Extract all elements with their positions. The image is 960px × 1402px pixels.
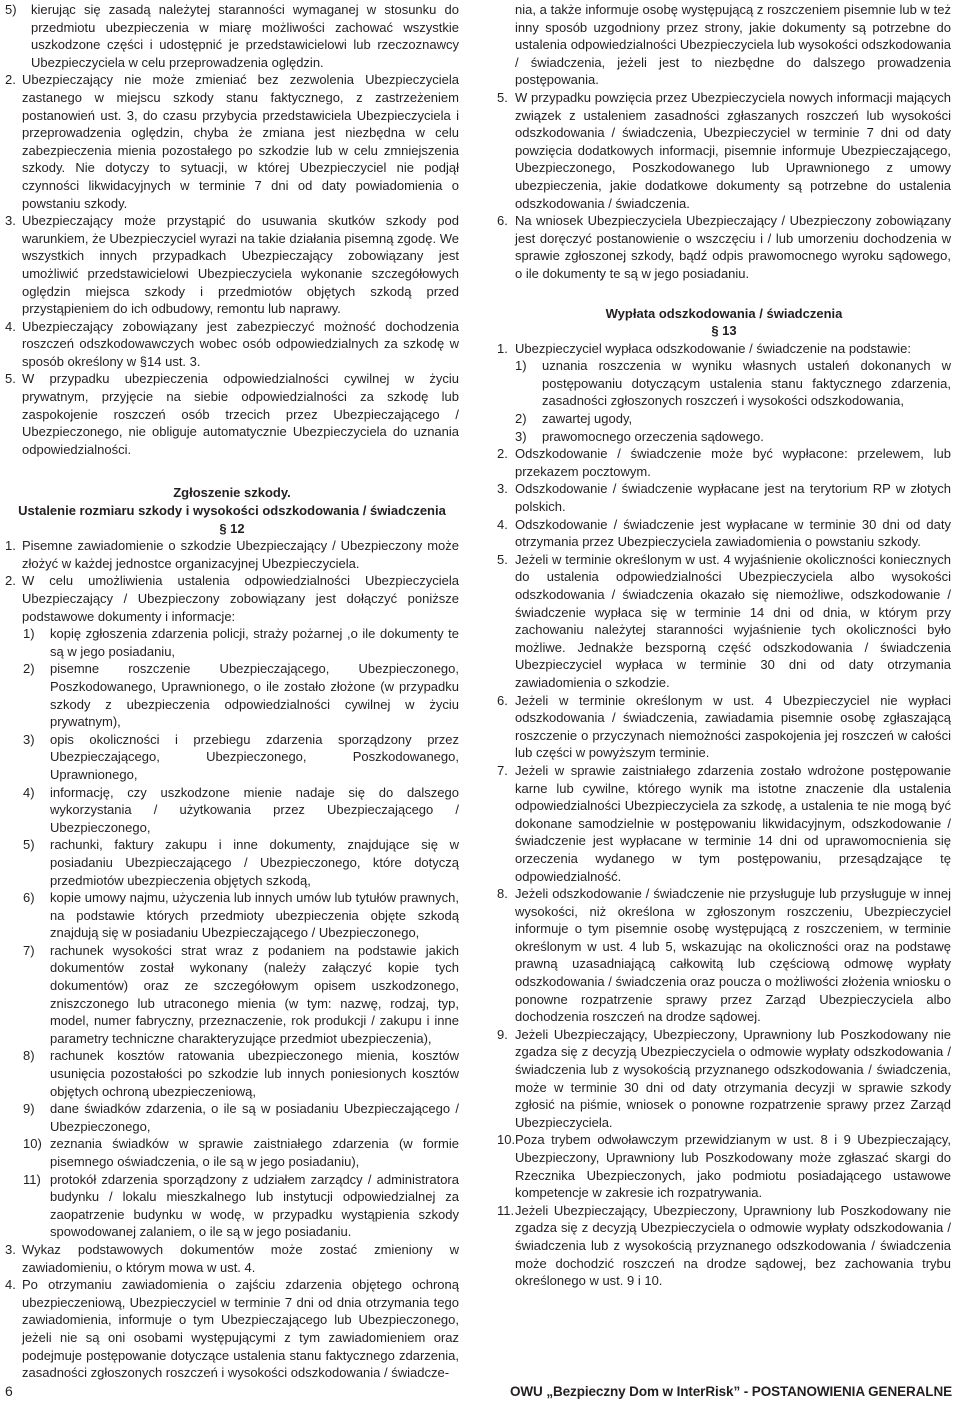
item-text: Jeżeli Ubezpieczający, Ubezpieczony, Uprawniony lub Poszkodowany nie zgadza się z decyzją Ubezpieczyciela o odmowie wypłaty odszkodowania / świadczenia lub z wysokością przyznanego odszkodowania / świadczenia może dochodzić roszczeń na drodze sądowej, bez zachowania trybu określonego w ust. 9 i 10. bbox=[515, 1202, 951, 1289]
list-text: rachunek kosztów ratowania ubezpieczonego mienia, kosztów usunięcia pozostałości po szkodzie lub innych poniesionych kosztów objętych ochroną ubezpieczeniową, bbox=[50, 1048, 459, 1099]
list-item bbox=[23, 625, 459, 660]
item-number: 9. bbox=[497, 1026, 508, 1042]
list-number: 8) bbox=[23, 1048, 35, 1064]
list-number: 11) bbox=[23, 1171, 41, 1187]
list-number: 3) bbox=[23, 731, 35, 747]
item-number: 2. bbox=[497, 446, 508, 462]
item-2 bbox=[5, 572, 459, 625]
list-item bbox=[23, 1135, 459, 1170]
paragraph-2 bbox=[5, 71, 459, 212]
list-number: 6) bbox=[23, 890, 35, 906]
item bbox=[497, 480, 951, 515]
list-item bbox=[23, 836, 459, 889]
list-item bbox=[23, 784, 459, 837]
item-number: 4. bbox=[497, 516, 508, 532]
item-text: Jeżeli w terminie określonym w ust. 4 wyjaśnienie okoliczności koniecznych do ustalenia odpowiedzialności Ubezpieczyciela albo wysokości odszkodowania / świadczenia okazało się niemożliwe, odszkodowanie / świadczenie wypłaca się w terminie 14 dni od dnia, w którym przy zachowaniu należytej staranności wyjaśnienie tych okoliczności było możliwe. Jednakże bezsporną część odszkodowania / świadczenia Ubezpieczyciel wypłaca w terminie 30 dni od daty otrzymania zawiadomienia o szkodzie. bbox=[515, 551, 951, 690]
item-text: Jeżeli w terminie określonym w ust. 4 Ubezpieczyciel nie wypłaci odszkodowania / świadczenia, zawiadamia pisemnie osobę zgłaszającą roszczenie o przyczynach niemożności zaspokojenia jej roszczeń w całości lub części w powyższym terminie. bbox=[515, 692, 951, 761]
item-text: Jeżeli Ubezpieczający, Ubezpieczony, Uprawniony lub Poszkodowany nie zgadza się z decyzją Ubezpieczyciela o odmowie wypłaty odszkodowania / świadczenia lub z wysokością przyznanego odszkodowania / świadczenia, może w terminie 30 dni od daty otrzymania decyzji w sprawie szkody zgłosić na piśmie, wniosek o ponowne rozpatrzenie sprawy przez Zarząd Ubezpieczyciela. bbox=[515, 1026, 951, 1130]
list-text: zawartej ugody, bbox=[542, 411, 633, 427]
item-number: 8. bbox=[497, 886, 508, 902]
paragraph-text: W przypadku ubezpieczenia odpowiedzialności cywilnej w życiu prywatnym, przyjęcie na siebie odpowiedzialności za szkodę lub zaspokojenie roszczeń osób trzecich przez Ubezpieczającego / Ubezpieczonego, nie obliguje automatycznie Ubezpieczyciela do uznania odpowiedzialności. bbox=[22, 371, 459, 457]
list-item bbox=[515, 410, 951, 428]
list-item bbox=[23, 942, 459, 1048]
item-text: Wykaz podstawowych dokumentów może zostać zmieniony w zawiadomieniu, o którym mowa w ust. 4. bbox=[22, 1241, 459, 1275]
item-text: Odszkodowanie / świadczenie wypłacane jest na terytorium RP w złotych polskich. bbox=[515, 481, 951, 515]
item-text: Jeżeli odszkodowanie / świadczenie nie przysługuje lub przysługuje w innej wysokości, niż określona w zgłoszonym roszczeniu, Ubezpieczyciel informuje o tym pisemnie osobę występującą z roszczeniem, w terminie określonym w ust. 4 lub 5, wskazując na okoliczności oraz na podstawę prawną uzasadniającą całkowitą lub częściową odmowę wypłaty odszkodowania / świadczenia oraz poucza o możliwości złożenia wniosku o ponowne rozpatrzenie sprawy przez Zarząd Ubezpieczyciela albo dochodzenia roszczeń na drodze sądowej. bbox=[515, 886, 951, 1025]
list-item bbox=[23, 1100, 459, 1135]
item-text: Pisemne zawiadomienie o szkodzie Ubezpieczający / Ubezpieczony może złożyć w każdej jednostce organizacyjnej Ubezpieczyciela. bbox=[22, 538, 459, 571]
section-heading: Wypłata odszkodowania / świadczenia bbox=[605, 305, 843, 321]
item-4 bbox=[5, 1276, 459, 1382]
list-text: prawomocnego orzeczenia sądowego. bbox=[542, 428, 764, 444]
list-number: 1) bbox=[515, 358, 527, 374]
item-text: Poza trybem odwoławczym przewidzianym w ust. 8 i 9 Ubezpieczający, Ubezpieczony, Uprawniony lub Poszkodowany może zgłaszać skargi do Rzecznika Ubezpieczonych, jako podmiotu posiadającego ustawowe kompetencje w zakresie ich rozpatrywania. bbox=[515, 1132, 951, 1201]
list-item bbox=[23, 660, 459, 730]
item-number: 1. bbox=[5, 538, 16, 554]
list-item bbox=[23, 889, 459, 942]
item-number: 5. bbox=[497, 551, 508, 567]
item-number: 10. bbox=[497, 1132, 516, 1148]
item bbox=[497, 885, 951, 1026]
item bbox=[497, 551, 951, 692]
list-text: kopię zgłoszenia zdarzenia policji, straży pożarnej ,o ile dokumenty te są w jego posiadaniu, bbox=[50, 626, 459, 659]
left-column bbox=[5, 0, 459, 1382]
list-text: kierując się zasadą należytej staranności wymaganej w stosunku do przedmiotu ubezpieczenia w miarę możliwości zachować wszystkie uszkodzone części i udostępnić je przedstawicielowi lub rzeczoznawcy Ubezpieczyciela w celu przeprowadzenia oględzin. bbox=[31, 2, 459, 70]
list-text: informację, czy uszkodzone mienie nadaje się do dalszego wykorzystania / użytkowania przez Ubezpieczającego / Ubezpieczonego, bbox=[50, 784, 459, 835]
item-text: Ubezpieczyciel wypłaca odszkodowanie / świadczenie na podstawie: bbox=[515, 340, 911, 356]
paragraph-number: 5. bbox=[5, 371, 16, 387]
item-number: 4. bbox=[5, 1277, 16, 1293]
paragraph-text: Ubezpieczający może przystąpić do usuwania skutków szkody pod warunkiem, że Ubezpieczyciel wyrazi na takie działania pisemną zgodę. We wszystkich innych przypadkach Ubezpieczający zobowiązany jest umożliwić przedstawicielowi Ubezpieczyciela wykonanie szczegółowych oględzin miejsca szkody i przedmiotów objętych szkodą przed przystąpieniem do ich odbudowy, remontu lub naprawy. bbox=[22, 213, 459, 317]
continued-text bbox=[497, 1, 951, 89]
list-number: 2) bbox=[23, 661, 35, 677]
paragraph-text: Ubezpieczający zobowiązany jest zabezpieczyć możność dochodzenia roszczeń odszkodowawczych wobec osób odpowiedzialnych za szkodę w sposób określony w §14 ust. 3. bbox=[22, 318, 459, 369]
item bbox=[497, 692, 951, 762]
list-text: rachunki, faktury zakupu i inne dokumenty, znajdujące się w posiadaniu Ubezpieczającego / Ubezpieczonego, które dotyczą przedmiotów ubezpieczenia objętych szkodą, bbox=[50, 837, 459, 888]
list-item bbox=[515, 357, 951, 410]
list-item bbox=[23, 1171, 459, 1241]
paragraph-number: 5. bbox=[497, 89, 508, 105]
paragraph-number: 2. bbox=[5, 72, 16, 88]
paragraph-text: W przypadku powzięcia przez Ubezpieczyciela nowych informacji mających związek z ustaleniem zasadności zgłaszanych roszczeń lub wysokości odszkodowania / świadczenia, Ubezpieczyciel w terminie 7 dni od daty powzięcia dodatkowych informacji, pisemnie informuje Ubezpieczającego, Ubezpieczonego, Poszkodowanego lub Uprawnionego z umowy ubezpieczenia, jakie dodatkowe dokumenty są potrzebne do ustalenia odszkodowania / świadczenia. bbox=[515, 89, 951, 211]
list-number: 2) bbox=[515, 411, 527, 427]
item bbox=[497, 762, 951, 885]
list-item bbox=[23, 731, 459, 784]
item bbox=[497, 1131, 951, 1201]
item-number: 1. bbox=[497, 340, 508, 356]
item-number: 3. bbox=[497, 481, 508, 497]
right-column bbox=[497, 0, 951, 1290]
paragraph-number: 3. bbox=[5, 213, 16, 229]
list-text: opis okoliczności i przebiegu zdarzenia sporządzony przez Ubezpieczającego, Ubezpieczonego, Poszkodowanego, Uprawnionego, bbox=[50, 731, 459, 782]
list-item bbox=[515, 428, 951, 446]
item-number: 7. bbox=[497, 762, 508, 778]
list-text: kopie umowy najmu, użyczenia lub innych umów lub tytułów prawnych, na podstawie których przedmioty ubezpieczenia objęte szkodą znajdują się w posiadaniu Ubezpieczającego / Ubezpieczonego, bbox=[50, 890, 459, 941]
paragraph-text: Na wniosek Ubezpieczyciela Ubezpieczający / Ubezpieczony zobowiązany jest doręczyć postanowienie o wszczęciu i / lub umorzeniu dochodzenia w sprawie zgłoszonej szkody, bądź odpis prawomocnego wyroku sądowego, o ile dokumenty te są w jego posiadaniu. bbox=[515, 213, 951, 281]
paragraph-text: nia, a także informuje osobę występującą z roszczeniem pisemnie lub w też inny sposób uzgodniony przez strony, jakie dokumenty są potrzebne do ustalenia odpowiedzialności Ubezpieczyciela lub wysokości odszkodowania / świadczenia, jeżeli jest to niezbędne do dalszego prowadzenia postępowania. bbox=[515, 2, 951, 88]
list-number: 1) bbox=[23, 626, 35, 642]
paragraph-number: 6. bbox=[497, 213, 508, 229]
page-number: 6 bbox=[5, 1383, 13, 1399]
item-text: Po otrzymaniu zawiadomienia o zajściu zdarzenia objętego ochroną ubezpieczeniową, Ubezpieczyciel w terminie 7 dni od dnia otrzymania tego zawiadomienia, informuje o tym Ubezpieczającego lub Ubezpieczonego, jeżeli nie są oni osobami występującymi z tym zawiadomieniem oraz podejmuje postępowanie dotyczące ustalenia stanu faktycznego zdarzenia, zasadności zgłoszonych roszczeń i wysokości odszkodowania / świadcze- bbox=[22, 1277, 459, 1381]
paragraph-text: Ubezpieczający nie może zmieniać bez zezwolenia Ubezpieczyciela zastanego w miejscu szkody stanu faktycznego, z zastrzeżeniem postanowień ust. 3, do czasu przybycia przedstawiciela Ubezpieczyciela i przeprowadzenia oględzin, chyba że zmiana jest niezbędna w celu zabezpieczenia mienia pozostałego po szkodzie lub w celu zmniejszenia szkody. Nie dotyczy to sytuacji, w której Ubezpieczyciel nie podjął czynności likwidacyjnych w terminie 7 dni od daty powiadomienia o powstaniu szkody. bbox=[22, 72, 459, 211]
item bbox=[497, 1026, 951, 1132]
item-text: Odszkodowanie / świadczenie jest wypłacane w terminie 30 dni od daty otrzymania przez Ubezpieczyciela zawiadomienia o powstaniu szkody. bbox=[515, 516, 951, 550]
section-heading: Zgłoszenie szkody. bbox=[173, 485, 291, 501]
item-number: 6. bbox=[497, 692, 508, 708]
footer-title: OWU „Bezpieczny Dom w InterRisk” - POSTANOWIENIA GENERALNE bbox=[510, 1384, 952, 1399]
paragraph-4 bbox=[5, 318, 459, 371]
section-subheading: Ustalenie rozmiaru szkody i wysokości odszkodowania / świadczenia bbox=[18, 503, 446, 519]
left-list-item-5 bbox=[5, 1, 459, 71]
section-number: § 12 bbox=[219, 520, 245, 536]
list-number: 3) bbox=[515, 428, 527, 444]
paragraph-6 bbox=[497, 212, 951, 282]
list-number: 4) bbox=[23, 784, 35, 800]
item-text: Odszkodowanie / świadczenie może być wypłacone: przelewem, lub przekazem pocztowym. bbox=[515, 446, 951, 479]
item-number: 2. bbox=[5, 573, 16, 589]
list-text: protokół zdarzenia sporządzony z udziałem zarządcy / administratora budynku / lokalu mieszkalnego lub instytucji odpowiedzialnej za zaopatrzenie budynku w wodę, w przypadku wystąpienia szkody spowodowanej zalaniem, o ile są w jego posiadaniu. bbox=[50, 1171, 459, 1240]
section-number: § 13 bbox=[711, 323, 737, 339]
paragraph-number: 4. bbox=[5, 318, 16, 334]
list-number: 7) bbox=[23, 942, 35, 958]
item-1 bbox=[5, 537, 459, 572]
list-item bbox=[23, 1047, 459, 1100]
item-text: Jeżeli w sprawie zaistniałego zdarzenia zostało wdrożone postępowanie karne lub cywilne, którego wynik ma istotne znaczenie dla ustalenia odpowiedzialności Ubezpieczyciela za szkodę, a ustalenia te nie mogą być dokonane samodzielnie w postępowaniu likwidacyjnym, odszkodowanie / świadczenie jest wypłacane w terminie 14 dni od uprawomocnienia się orzeczenia wydanego w tym postępowaniu, przesądzające tę odpowiedzialność. bbox=[515, 762, 951, 884]
list-text: dane świadków zdarzenia, o ile są w posiadaniu Ubezpieczającego / Ubezpieczonego, bbox=[50, 1101, 459, 1134]
item-text: W celu umożliwienia ustalenia odpowiedzialności Ubezpieczyciela Ubezpieczający / Ubezpieczony zobowiązany jest dołączyć poniższe podstawowe dokumenty i informacje: bbox=[22, 573, 459, 624]
paragraph-3 bbox=[5, 212, 459, 318]
item bbox=[497, 445, 951, 480]
item bbox=[497, 1202, 951, 1290]
list-number: 9) bbox=[23, 1101, 35, 1117]
item-number: 3. bbox=[5, 1241, 16, 1257]
list-number: 5) bbox=[5, 2, 17, 17]
list-number: 5) bbox=[23, 837, 35, 853]
list-text: zeznania świadków w sprawie zaistniałego zdarzenia (w formie pisemnego oświadczenia, o ile są w jego posiadaniu), bbox=[50, 1136, 459, 1169]
item bbox=[497, 516, 951, 551]
item-number: 11. bbox=[497, 1202, 515, 1218]
item-3 bbox=[5, 1241, 459, 1276]
paragraph-5 bbox=[497, 89, 951, 212]
item-1 bbox=[497, 340, 951, 358]
list-text: rachunek wysokości strat wraz z podaniem na podstawie jakich dokumentów został wykonany (należy załączyć kopie tych dokumentów) oraz ze szczegółowym opisem uszkodzonego, zniszczonego lub utraconego mienia (w tym: nazwę, rodzaj, typ, model, numer fabryczny, przeznaczenie, rok produkcji / zakupu i inne parametry techniczne charakteryzujące przedmiot ubezpieczenia), bbox=[50, 942, 459, 1046]
list-number: 10) bbox=[23, 1136, 42, 1152]
list-text: pisemne roszczenie Ubezpieczającego, Ubezpieczonego, Poszkodowanego, Uprawnionego, o ile zostało złożone (w przypadku szkody z ubezpieczenia odpowiedzialności cywilnej w życiu prywatnym), bbox=[50, 661, 459, 730]
paragraph-5 bbox=[5, 370, 459, 458]
list-text: uznania roszczenia w wyniku własnych ustaleń dokonanych w postępowaniu dotyczącym ustalenia stanu faktycznego zdarzenia, zasadności zgłoszonych roszczeń i wysokości odszkodowania, bbox=[542, 358, 951, 409]
